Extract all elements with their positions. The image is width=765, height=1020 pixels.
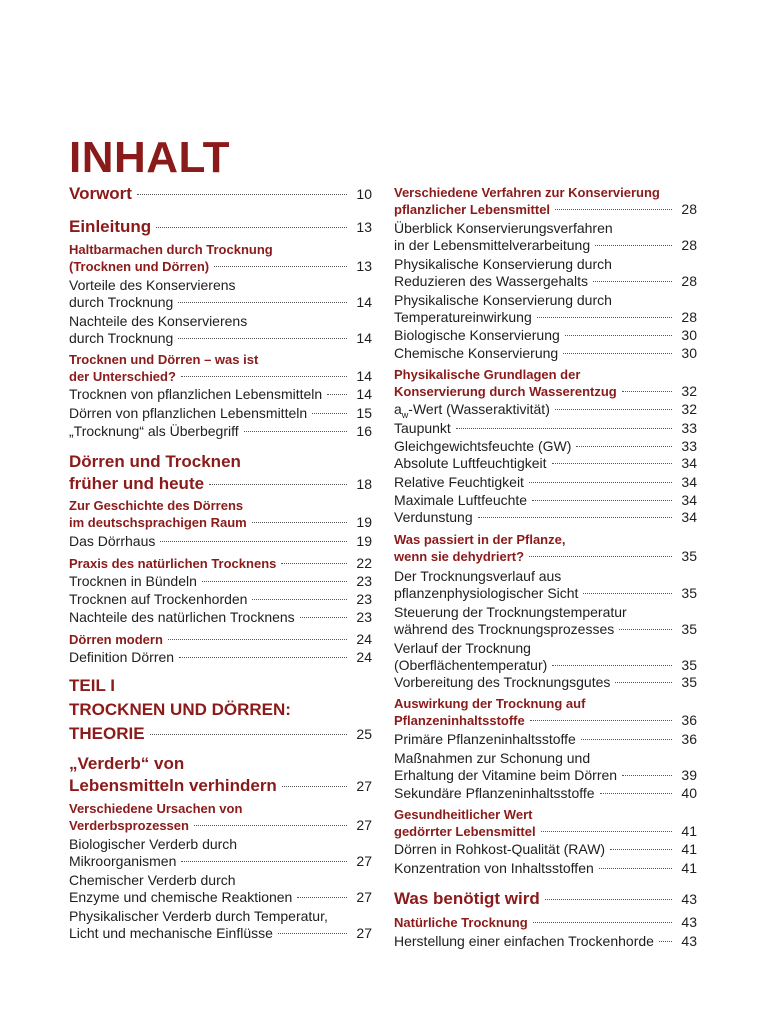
page-number: 28 xyxy=(681,237,697,253)
toc-entry-text: Primäre Pflanzeninhaltsstoffe xyxy=(394,731,576,747)
toc-entry[interactable] xyxy=(69,591,372,608)
dot-leader xyxy=(610,849,672,850)
page-number: 15 xyxy=(356,405,372,421)
toc-entry[interactable] xyxy=(69,405,372,422)
dot-leader xyxy=(214,266,347,267)
dot-leader xyxy=(552,463,672,464)
dot-leader xyxy=(583,593,672,594)
toc-entry-text: „Trocknung“ als Überbegriff xyxy=(69,423,239,439)
toc-entry[interactable] xyxy=(394,841,697,858)
toc-entry[interactable] xyxy=(69,352,372,385)
toc-entry-text: Konservierung durch Wasserentzug xyxy=(394,384,617,399)
page-number: 43 xyxy=(681,914,697,930)
page-number: 14 xyxy=(356,330,372,346)
toc-entry-text: Pflanzeninhaltsstoffe xyxy=(394,713,525,728)
toc-entry[interactable] xyxy=(394,750,697,784)
page-number: 36 xyxy=(681,731,697,747)
toc-entry-text: Verschiedene Verfahren zur Konservierung xyxy=(394,185,660,200)
toc-entry-text: Biologischer Verderb durch xyxy=(69,836,238,852)
page-number: 34 xyxy=(681,455,697,471)
toc-entry[interactable] xyxy=(69,216,372,238)
page-number: 27 xyxy=(356,853,372,869)
toc-entry[interactable] xyxy=(394,888,697,910)
dot-leader xyxy=(563,353,672,354)
dot-leader xyxy=(297,897,347,898)
dot-leader xyxy=(137,194,347,195)
page-number: 30 xyxy=(681,327,697,343)
toc-entry-text: Einleitung xyxy=(69,217,152,236)
dot-leader xyxy=(565,335,672,336)
dot-leader xyxy=(541,831,672,832)
dot-leader xyxy=(181,376,347,377)
toc-entry-text: Dörren und Trocknen xyxy=(69,452,241,471)
toc-entry-text: durch Trocknung xyxy=(69,294,174,310)
toc-entry-text: Trocknen auf Trockenhorden xyxy=(69,591,248,607)
toc-entry-text: THEORIE xyxy=(69,724,145,743)
page-number: 13 xyxy=(356,219,372,235)
toc-entry-text: pflanzenphysiologischer Sicht xyxy=(394,585,579,601)
dot-leader xyxy=(600,793,672,794)
toc-entry-text: Sekundäre Pflanzeninhaltsstoffe xyxy=(394,785,595,801)
toc-entry[interactable] xyxy=(394,640,697,674)
dot-leader xyxy=(327,394,347,395)
toc-entry[interactable] xyxy=(394,532,697,565)
toc-entry-text: gedörrter Lebensmittel xyxy=(394,824,536,839)
dot-leader xyxy=(593,281,672,282)
dot-leader xyxy=(581,739,672,740)
toc-entry-text: in der Lebensmittelverarbeitung xyxy=(394,237,591,253)
toc-entry-text: TEIL I xyxy=(69,676,115,695)
page-number: 32 xyxy=(681,383,697,399)
toc-entry[interactable] xyxy=(69,498,372,531)
toc-entry-text: Verlauf der Trocknung xyxy=(394,640,531,656)
dot-leader xyxy=(178,338,347,339)
toc-entry[interactable] xyxy=(69,313,372,347)
toc-entry[interactable] xyxy=(69,183,372,205)
toc-entry-text: Dörren modern xyxy=(69,632,163,647)
page-number: 32 xyxy=(681,401,697,417)
page-number: 35 xyxy=(681,657,697,673)
toc-entry[interactable] xyxy=(394,420,697,437)
toc-entry-text: Das Dörrhaus xyxy=(69,533,156,549)
dot-leader xyxy=(478,517,672,518)
toc-entry-text: Der Trocknungsverlauf aus xyxy=(394,568,562,584)
toc-entry-text: Was benötigt wird xyxy=(394,889,540,908)
page-number: 39 xyxy=(681,767,697,783)
page-number: 22 xyxy=(356,555,372,571)
toc-entry[interactable] xyxy=(69,609,372,626)
page-number: 19 xyxy=(356,533,372,549)
toc-entry-text: Haltbarmachen durch Trocknung xyxy=(69,242,273,257)
toc-entry-text: Nachteile des natürlichen Trocknens xyxy=(69,609,295,625)
toc-entry-text: Dörren in Rohkost-Qualität (RAW) xyxy=(394,841,606,857)
toc-entry-text: $a_w$-Wert (Wasseraktivität) xyxy=(394,401,550,420)
toc-entry-text: früher und heute xyxy=(69,474,205,493)
toc-entry-text: Relative Feuchtigkeit xyxy=(394,474,524,490)
dot-leader xyxy=(456,428,672,429)
page-number: 34 xyxy=(681,509,697,525)
toc-entry[interactable] xyxy=(69,836,372,870)
page-number: 33 xyxy=(681,420,697,436)
dot-leader xyxy=(537,317,672,318)
dot-leader xyxy=(619,629,672,630)
dot-leader xyxy=(555,209,672,210)
toc-entry-text: Physikalische Konservierung durch xyxy=(394,292,612,308)
toc-entry[interactable] xyxy=(394,292,697,326)
dot-leader xyxy=(160,541,347,542)
toc-entry-text: Auswirkung der Trocknung auf xyxy=(394,696,586,711)
page-number: 24 xyxy=(356,631,372,647)
toc-entry[interactable] xyxy=(394,509,697,526)
dot-leader xyxy=(252,522,347,523)
toc-entry[interactable] xyxy=(394,455,697,472)
page-number: 27 xyxy=(356,889,372,905)
toc-entry-text: Überblick Konservierungsverfahren xyxy=(394,220,613,236)
toc-entry[interactable] xyxy=(69,801,372,834)
toc-entry-text: Gesundheitlicher Wert xyxy=(394,807,533,822)
toc-entry-text: (Oberflächentemperatur) xyxy=(394,657,548,673)
toc-entry[interactable] xyxy=(394,327,697,344)
toc-entry[interactable] xyxy=(69,386,372,403)
toc-entry-text: Dörren von pflanzlichen Lebensmitteln xyxy=(69,405,308,421)
page-number: 14 xyxy=(356,294,372,310)
page-number: 24 xyxy=(356,649,372,665)
toc-entry[interactable] xyxy=(394,256,697,290)
dot-leader xyxy=(181,861,347,862)
toc-entry-text: „Verderb“ von xyxy=(69,754,185,773)
toc-entry-text: Chemische Konservierung xyxy=(394,345,559,361)
toc-entry[interactable] xyxy=(394,674,697,691)
toc-entry-text: Gleichgewichtsfeuchte (GW) xyxy=(394,438,572,454)
dot-leader xyxy=(244,431,347,432)
page-number: 13 xyxy=(356,258,372,274)
toc-entry[interactable] xyxy=(69,872,372,906)
page-number: 35 xyxy=(681,548,697,564)
toc-entry-text: Vorwort xyxy=(69,184,132,203)
toc-entry-text: Physikalische Konservierung durch xyxy=(394,256,612,272)
toc-entry-text: Maximale Luftfeuchte xyxy=(394,492,528,508)
toc-entry-text: Vorbereitung des Trocknungsgutes xyxy=(394,674,611,690)
dot-leader xyxy=(622,391,672,392)
page-number: 28 xyxy=(681,309,697,325)
toc-entry-text: Vorteile des Konservierens xyxy=(69,277,236,293)
page-number: 27 xyxy=(356,778,372,794)
toc-entry-text: Physikalische Grundlagen der xyxy=(394,367,581,382)
page-number: 41 xyxy=(681,841,697,857)
toc-entry-text: durch Trocknung xyxy=(69,330,174,346)
page-number: 14 xyxy=(356,386,372,402)
page-number: 43 xyxy=(681,933,697,949)
page-number: 33 xyxy=(681,438,697,454)
toc-entry-text: Definition Dörren xyxy=(69,649,175,665)
dot-leader xyxy=(312,413,347,414)
toc-entry-text: Chemischer Verderb durch xyxy=(69,872,236,888)
dot-leader xyxy=(529,482,672,483)
dot-leader xyxy=(555,409,672,410)
dot-leader xyxy=(300,617,347,618)
toc-entry[interactable] xyxy=(69,908,372,942)
dot-leader xyxy=(533,922,672,923)
toc-entry-text: Erhaltung der Vitamine beim Dörren xyxy=(394,767,618,783)
page-number: 34 xyxy=(681,474,697,490)
toc-entry-text: Herstellung einer einfachen Trockenhorde xyxy=(394,933,654,949)
dot-leader xyxy=(532,500,672,501)
dot-leader xyxy=(202,581,347,582)
page-number: 41 xyxy=(681,860,697,876)
page-number: 41 xyxy=(681,823,697,839)
toc-entry-text: Taupunkt xyxy=(394,420,451,436)
toc-entry-text: Konzentration von Inhaltsstoffen xyxy=(394,860,594,876)
toc-entry-text: Licht und mechanische Einflüsse xyxy=(69,925,273,941)
page-number: 23 xyxy=(356,573,372,589)
dot-leader xyxy=(209,484,347,485)
toc-entry-text: (Trocknen und Dörren) xyxy=(69,259,210,274)
page-number: 28 xyxy=(681,273,697,289)
page-number: 14 xyxy=(356,368,372,384)
dot-leader xyxy=(622,775,672,776)
toc-entry-text: Maßnahmen zur Schonung und xyxy=(394,750,591,766)
dot-leader xyxy=(545,899,672,900)
page-number: 23 xyxy=(356,609,372,625)
toc-entry-text: der Unterschied? xyxy=(69,369,176,384)
dot-leader xyxy=(595,245,672,246)
toc-entry[interactable] xyxy=(394,933,697,950)
toc-entry[interactable] xyxy=(394,474,697,491)
toc-entry[interactable] xyxy=(394,220,697,254)
toc-entry-text: Trocknen von pflanzlichen Lebensmitteln xyxy=(69,386,323,402)
toc-entry[interactable] xyxy=(394,568,697,602)
dot-leader xyxy=(659,941,672,942)
toc-entry[interactable] xyxy=(394,785,697,802)
toc-entry[interactable] xyxy=(69,277,372,311)
toc-entry[interactable] xyxy=(394,604,697,638)
toc-entry-text: Biologische Konservierung xyxy=(394,327,560,343)
toc-entry-text: pflanzlicher Lebensmittel xyxy=(394,202,551,217)
dot-leader xyxy=(150,734,347,735)
toc-entry-text: Absolute Luftfeuchtigkeit xyxy=(394,455,547,471)
page-number: 23 xyxy=(356,591,372,607)
toc-entry[interactable] xyxy=(394,492,697,509)
toc-entry[interactable] xyxy=(69,533,372,550)
toc-entry-text: Physikalischer Verderb durch Temperatur, xyxy=(69,908,328,924)
toc-entry[interactable] xyxy=(69,423,372,440)
toc-entry[interactable] xyxy=(394,914,697,931)
toc-entry[interactable] xyxy=(69,555,372,572)
page-number: 30 xyxy=(681,345,697,361)
dot-leader xyxy=(156,227,347,228)
toc-entry-text: während des Trocknungsprozesses xyxy=(394,621,615,637)
toc-entry[interactable] xyxy=(394,345,697,362)
dot-leader xyxy=(530,720,672,721)
dot-leader xyxy=(599,868,672,869)
toc-entry-text: Steuerung der Trocknungstemperatur xyxy=(394,604,627,620)
toc-entry-text: im deutschsprachigen Raum xyxy=(69,515,247,530)
toc-entry[interactable] xyxy=(69,649,372,666)
page-title: INHALT xyxy=(69,133,231,182)
toc-entry-text: TROCKNEN UND DÖRREN: xyxy=(69,700,291,719)
dot-leader xyxy=(615,682,672,683)
toc-entry[interactable] xyxy=(394,185,697,218)
dot-leader xyxy=(529,556,672,557)
dot-leader xyxy=(278,933,347,934)
dot-leader xyxy=(282,786,347,787)
page-number: 34 xyxy=(681,492,697,508)
toc-entry-text: Nachteile des Konservierens xyxy=(69,313,248,329)
toc-entry-text: Verschiedene Ursachen von xyxy=(69,801,243,816)
page-number: 35 xyxy=(681,621,697,637)
dot-leader xyxy=(576,446,672,447)
page-number: 36 xyxy=(681,712,697,728)
dot-leader xyxy=(179,657,347,658)
toc-entry-text: Zur Geschichte des Dörrens xyxy=(69,498,244,513)
toc-entry-text: wenn sie dehydriert? xyxy=(394,549,525,564)
toc-entry-text: Trocknen und Dörren – was ist xyxy=(69,352,259,367)
toc-entry[interactable] xyxy=(394,807,697,840)
toc-entry-text: Temperatureinwirkung xyxy=(394,309,532,325)
toc-entry[interactable] xyxy=(394,860,697,877)
page-number: 25 xyxy=(356,726,372,742)
page-number: 27 xyxy=(356,817,372,833)
toc-entry-text: Reduzieren des Wassergehalts xyxy=(394,273,589,289)
page-number: 40 xyxy=(681,785,697,801)
page-number: 27 xyxy=(356,925,372,941)
page-number: 28 xyxy=(681,201,697,217)
dot-leader xyxy=(168,639,347,640)
dot-leader xyxy=(552,665,672,666)
dot-leader xyxy=(194,825,347,826)
toc-entry[interactable] xyxy=(69,573,372,590)
toc-entry[interactable] xyxy=(69,451,372,495)
dot-leader xyxy=(178,302,347,303)
toc-entry[interactable] xyxy=(394,438,697,455)
toc-entry-text: Mikroorganismen xyxy=(69,853,177,869)
toc-entry[interactable] xyxy=(69,631,372,648)
page-number: 35 xyxy=(681,674,697,690)
page-number: 43 xyxy=(681,891,697,907)
toc-entry-text: Verderbsprozessen xyxy=(69,818,189,833)
page-number: 10 xyxy=(356,186,372,202)
toc-entry[interactable] xyxy=(394,696,697,729)
toc-entry[interactable] xyxy=(69,674,372,746)
toc-entry-text: Enzyme und chemische Reaktionen xyxy=(69,889,293,905)
toc-entry[interactable] xyxy=(394,367,697,400)
page-number: 35 xyxy=(681,585,697,601)
toc-entry-text: Natürliche Trocknung xyxy=(394,915,528,930)
toc-entry[interactable] xyxy=(69,242,372,275)
toc-entry-text: Lebensmitteln verhindern xyxy=(69,776,277,795)
dot-leader xyxy=(281,563,347,564)
page-number: 16 xyxy=(356,423,372,439)
page-number: 19 xyxy=(356,514,372,530)
toc-entry-text: Praxis des natürlichen Trocknens xyxy=(69,556,277,571)
page-number: 18 xyxy=(356,476,372,492)
toc-entry-text: Verdunstung xyxy=(394,509,473,525)
toc-entry[interactable] xyxy=(394,731,697,748)
toc-entry[interactable] xyxy=(69,753,372,797)
toc-entry-text: Was passiert in der Pflanze, xyxy=(394,532,566,547)
dot-leader xyxy=(252,599,347,600)
toc-entry-text: Trocknen in Bündeln xyxy=(69,573,197,589)
